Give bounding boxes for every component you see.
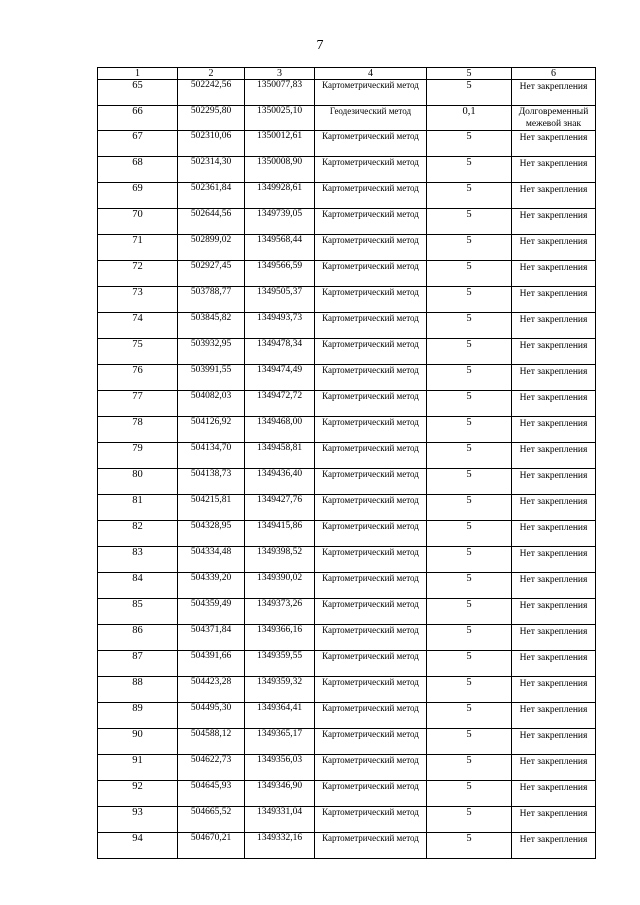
- method-cell: Картометрический метод: [315, 80, 427, 106]
- y-coordinate-cell: 1349474,49: [245, 365, 315, 391]
- fixing-cell: Нет закрепления: [512, 339, 596, 365]
- accuracy-cell: 5: [427, 469, 512, 495]
- table-row: [98, 443, 596, 469]
- table-row: [98, 521, 596, 547]
- accuracy-cell: 5: [427, 313, 512, 339]
- method-cell: Картометрический метод: [315, 157, 427, 183]
- fixing-cell: Нет закрепления: [512, 131, 596, 157]
- point-number-cell: 92: [98, 781, 178, 807]
- fixing-cell: Нет закрепления: [512, 157, 596, 183]
- fixing-cell: Нет закрепления: [512, 625, 596, 651]
- x-coordinate-cell: 502295,80: [178, 106, 245, 131]
- accuracy-cell: 5: [427, 235, 512, 261]
- table-row: [98, 677, 596, 703]
- header-cell-5: 5: [427, 68, 512, 80]
- method-cell: Картометрический метод: [315, 209, 427, 235]
- fixing-cell: Нет закрепления: [512, 313, 596, 339]
- point-number-cell: 68: [98, 157, 178, 183]
- y-coordinate-cell: 1349331,04: [245, 807, 315, 833]
- point-number-cell: 73: [98, 287, 178, 313]
- fixing-cell: Нет закрепления: [512, 573, 596, 599]
- x-coordinate-cell: 504134,70: [178, 443, 245, 469]
- y-coordinate-cell: 1349472,72: [245, 391, 315, 417]
- method-cell: Картометрический метод: [315, 183, 427, 209]
- x-coordinate-cell: 503991,55: [178, 365, 245, 391]
- point-number-cell: 91: [98, 755, 178, 781]
- y-coordinate-cell: 1350012,61: [245, 131, 315, 157]
- fixing-cell: Нет закрепления: [512, 729, 596, 755]
- method-cell: Картометрический метод: [315, 703, 427, 729]
- y-coordinate-cell: 1349346,90: [245, 781, 315, 807]
- table-row: [98, 703, 596, 729]
- table-row: [98, 365, 596, 391]
- fixing-cell: Нет закрепления: [512, 80, 596, 106]
- table-row: [98, 495, 596, 521]
- x-coordinate-cell: 504359,49: [178, 599, 245, 625]
- table-row: [98, 833, 596, 859]
- fixing-cell: Нет закрепления: [512, 417, 596, 443]
- point-number-cell: 75: [98, 339, 178, 365]
- header-cell-6: 6: [512, 68, 596, 80]
- method-cell: Картометрический метод: [315, 417, 427, 443]
- x-coordinate-cell: 503788,77: [178, 287, 245, 313]
- fixing-cell: Нет закрепления: [512, 521, 596, 547]
- accuracy-cell: 5: [427, 729, 512, 755]
- point-number-cell: 74: [98, 313, 178, 339]
- fixing-cell: Нет закрепления: [512, 781, 596, 807]
- point-number-cell: 67: [98, 131, 178, 157]
- table-row: [98, 106, 596, 131]
- method-cell: Картометрический метод: [315, 261, 427, 287]
- table-row: [98, 313, 596, 339]
- y-coordinate-cell: 1349332,16: [245, 833, 315, 859]
- point-number-cell: 90: [98, 729, 178, 755]
- y-coordinate-cell: 1349458,81: [245, 443, 315, 469]
- y-coordinate-cell: 1349505,37: [245, 287, 315, 313]
- point-number-cell: 89: [98, 703, 178, 729]
- method-cell: Картометрический метод: [315, 625, 427, 651]
- fixing-cell: Нет закрепления: [512, 469, 596, 495]
- point-number-cell: 93: [98, 807, 178, 833]
- point-number-cell: 78: [98, 417, 178, 443]
- table-row: [98, 391, 596, 417]
- x-coordinate-cell: 502899,02: [178, 235, 245, 261]
- method-cell: Картометрический метод: [315, 235, 427, 261]
- accuracy-cell: 5: [427, 521, 512, 547]
- x-coordinate-cell: 504126,92: [178, 417, 245, 443]
- fixing-cell: Нет закрепления: [512, 209, 596, 235]
- table-row: [98, 235, 596, 261]
- method-cell: Картометрический метод: [315, 339, 427, 365]
- y-coordinate-cell: 1349468,00: [245, 417, 315, 443]
- point-number-cell: 65: [98, 80, 178, 106]
- x-coordinate-cell: 504339,20: [178, 573, 245, 599]
- fixing-cell: Долговременный межевой знак: [512, 106, 596, 131]
- x-coordinate-cell: 504645,93: [178, 781, 245, 807]
- table-row: [98, 755, 596, 781]
- table-row: [98, 807, 596, 833]
- accuracy-cell: 5: [427, 807, 512, 833]
- fixing-cell: Нет закрепления: [512, 261, 596, 287]
- coordinates-table: [97, 67, 596, 859]
- accuracy-cell: 5: [427, 365, 512, 391]
- y-coordinate-cell: 1349398,52: [245, 547, 315, 573]
- point-number-cell: 84: [98, 573, 178, 599]
- method-cell: Картометрический метод: [315, 573, 427, 599]
- method-cell: Картометрический метод: [315, 781, 427, 807]
- table-row: [98, 80, 596, 106]
- y-coordinate-cell: 1349427,76: [245, 495, 315, 521]
- table-row: [98, 339, 596, 365]
- fixing-cell: Нет закрепления: [512, 703, 596, 729]
- point-number-cell: 70: [98, 209, 178, 235]
- accuracy-cell: 5: [427, 261, 512, 287]
- y-coordinate-cell: 1349478,34: [245, 339, 315, 365]
- method-cell: Картометрический метод: [315, 495, 427, 521]
- table-row: [98, 209, 596, 235]
- fixing-cell: Нет закрепления: [512, 677, 596, 703]
- point-number-cell: 72: [98, 261, 178, 287]
- method-cell: Геодезический метод: [315, 106, 427, 131]
- accuracy-cell: 5: [427, 781, 512, 807]
- y-coordinate-cell: 1349364,41: [245, 703, 315, 729]
- fixing-cell: Нет закрепления: [512, 833, 596, 859]
- y-coordinate-cell: 1349373,26: [245, 599, 315, 625]
- point-number-cell: 85: [98, 599, 178, 625]
- table-row: [98, 131, 596, 157]
- accuracy-cell: 5: [427, 573, 512, 599]
- x-coordinate-cell: 504334,48: [178, 547, 245, 573]
- x-coordinate-cell: 504328,95: [178, 521, 245, 547]
- point-number-cell: 79: [98, 443, 178, 469]
- accuracy-cell: 5: [427, 833, 512, 859]
- table-row: [98, 781, 596, 807]
- method-cell: Картометрический метод: [315, 677, 427, 703]
- x-coordinate-cell: 503845,82: [178, 313, 245, 339]
- accuracy-cell: 5: [427, 417, 512, 443]
- table-row: [98, 417, 596, 443]
- point-number-cell: 71: [98, 235, 178, 261]
- x-coordinate-cell: 504391,66: [178, 651, 245, 677]
- y-coordinate-cell: 1349365,17: [245, 729, 315, 755]
- method-cell: Картометрический метод: [315, 469, 427, 495]
- x-coordinate-cell: 504423,28: [178, 677, 245, 703]
- accuracy-cell: 5: [427, 547, 512, 573]
- y-coordinate-cell: 1350025,10: [245, 106, 315, 131]
- table-row: [98, 287, 596, 313]
- point-number-cell: 94: [98, 833, 178, 859]
- accuracy-cell: 0,1: [427, 106, 512, 131]
- point-number-cell: 76: [98, 365, 178, 391]
- accuracy-cell: 5: [427, 677, 512, 703]
- table-row: [98, 183, 596, 209]
- method-cell: Картометрический метод: [315, 521, 427, 547]
- accuracy-cell: 5: [427, 625, 512, 651]
- y-coordinate-cell: 1350077,83: [245, 80, 315, 106]
- accuracy-cell: 5: [427, 287, 512, 313]
- accuracy-cell: 5: [427, 339, 512, 365]
- x-coordinate-cell: 502644,56: [178, 209, 245, 235]
- x-coordinate-cell: 504215,81: [178, 495, 245, 521]
- y-coordinate-cell: 1349366,16: [245, 625, 315, 651]
- accuracy-cell: 5: [427, 131, 512, 157]
- method-cell: Картометрический метод: [315, 443, 427, 469]
- method-cell: Картометрический метод: [315, 365, 427, 391]
- y-coordinate-cell: 1349390,02: [245, 573, 315, 599]
- y-coordinate-cell: 1349356,03: [245, 755, 315, 781]
- method-cell: Картометрический метод: [315, 833, 427, 859]
- fixing-cell: Нет закрепления: [512, 443, 596, 469]
- y-coordinate-cell: 1349493,73: [245, 313, 315, 339]
- coordinates-table-body: [98, 68, 596, 859]
- x-coordinate-cell: 502361,84: [178, 183, 245, 209]
- table-row: [98, 729, 596, 755]
- header-cell-1: 1: [98, 68, 178, 80]
- fixing-cell: Нет закрепления: [512, 391, 596, 417]
- table-row: [98, 157, 596, 183]
- fixing-cell: Нет закрепления: [512, 599, 596, 625]
- point-number-cell: 81: [98, 495, 178, 521]
- table-row: [98, 573, 596, 599]
- x-coordinate-cell: 503932,95: [178, 339, 245, 365]
- accuracy-cell: 5: [427, 651, 512, 677]
- y-coordinate-cell: 1349568,44: [245, 235, 315, 261]
- x-coordinate-cell: 504082,03: [178, 391, 245, 417]
- fixing-cell: Нет закрепления: [512, 495, 596, 521]
- fixing-cell: Нет закрепления: [512, 365, 596, 391]
- point-number-cell: 69: [98, 183, 178, 209]
- header-cell-4: 4: [315, 68, 427, 80]
- table-header-row: [98, 68, 596, 80]
- fixing-cell: Нет закрепления: [512, 287, 596, 313]
- method-cell: Картометрический метод: [315, 313, 427, 339]
- y-coordinate-cell: 1349359,55: [245, 651, 315, 677]
- accuracy-cell: 5: [427, 703, 512, 729]
- method-cell: Картометрический метод: [315, 807, 427, 833]
- y-coordinate-cell: 1350008,90: [245, 157, 315, 183]
- y-coordinate-cell: 1349928,61: [245, 183, 315, 209]
- point-number-cell: 66: [98, 106, 178, 131]
- accuracy-cell: 5: [427, 391, 512, 417]
- x-coordinate-cell: 504588,12: [178, 729, 245, 755]
- method-cell: Картометрический метод: [315, 547, 427, 573]
- point-number-cell: 86: [98, 625, 178, 651]
- method-cell: Картометрический метод: [315, 599, 427, 625]
- x-coordinate-cell: 502310,06: [178, 131, 245, 157]
- x-coordinate-cell: 504622,73: [178, 755, 245, 781]
- method-cell: Картометрический метод: [315, 755, 427, 781]
- point-number-cell: 87: [98, 651, 178, 677]
- fixing-cell: Нет закрепления: [512, 807, 596, 833]
- x-coordinate-cell: 504371,84: [178, 625, 245, 651]
- y-coordinate-cell: 1349566,59: [245, 261, 315, 287]
- point-number-cell: 80: [98, 469, 178, 495]
- point-number-cell: 77: [98, 391, 178, 417]
- x-coordinate-cell: 504665,52: [178, 807, 245, 833]
- x-coordinate-cell: 504138,73: [178, 469, 245, 495]
- x-coordinate-cell: 504670,21: [178, 833, 245, 859]
- table-row: [98, 469, 596, 495]
- y-coordinate-cell: 1349415,86: [245, 521, 315, 547]
- y-coordinate-cell: 1349436,40: [245, 469, 315, 495]
- accuracy-cell: 5: [427, 157, 512, 183]
- header-cell-2: 2: [178, 68, 245, 80]
- fixing-cell: Нет закрепления: [512, 755, 596, 781]
- y-coordinate-cell: 1349739,05: [245, 209, 315, 235]
- page-number: 7: [316, 38, 324, 53]
- x-coordinate-cell: 502927,45: [178, 261, 245, 287]
- point-number-cell: 82: [98, 521, 178, 547]
- fixing-cell: Нет закрепления: [512, 547, 596, 573]
- y-coordinate-cell: 1349359,32: [245, 677, 315, 703]
- method-cell: Картометрический метод: [315, 651, 427, 677]
- table-row: [98, 625, 596, 651]
- method-cell: Картометрический метод: [315, 391, 427, 417]
- x-coordinate-cell: 504495,30: [178, 703, 245, 729]
- accuracy-cell: 5: [427, 209, 512, 235]
- header-cell-3: 3: [245, 68, 315, 80]
- accuracy-cell: 5: [427, 443, 512, 469]
- accuracy-cell: 5: [427, 599, 512, 625]
- accuracy-cell: 5: [427, 495, 512, 521]
- fixing-cell: Нет закрепления: [512, 651, 596, 677]
- accuracy-cell: 5: [427, 183, 512, 209]
- table-row: [98, 651, 596, 677]
- method-cell: Картометрический метод: [315, 729, 427, 755]
- x-coordinate-cell: 502314,30: [178, 157, 245, 183]
- method-cell: Картометрический метод: [315, 287, 427, 313]
- table-row: [98, 261, 596, 287]
- accuracy-cell: 5: [427, 80, 512, 106]
- table-row: [98, 599, 596, 625]
- point-number-cell: 88: [98, 677, 178, 703]
- table-row: [98, 547, 596, 573]
- fixing-cell: Нет закрепления: [512, 235, 596, 261]
- point-number-cell: 83: [98, 547, 178, 573]
- fixing-cell: Нет закрепления: [512, 183, 596, 209]
- method-cell: Картометрический метод: [315, 131, 427, 157]
- accuracy-cell: 5: [427, 755, 512, 781]
- x-coordinate-cell: 502242,56: [178, 80, 245, 106]
